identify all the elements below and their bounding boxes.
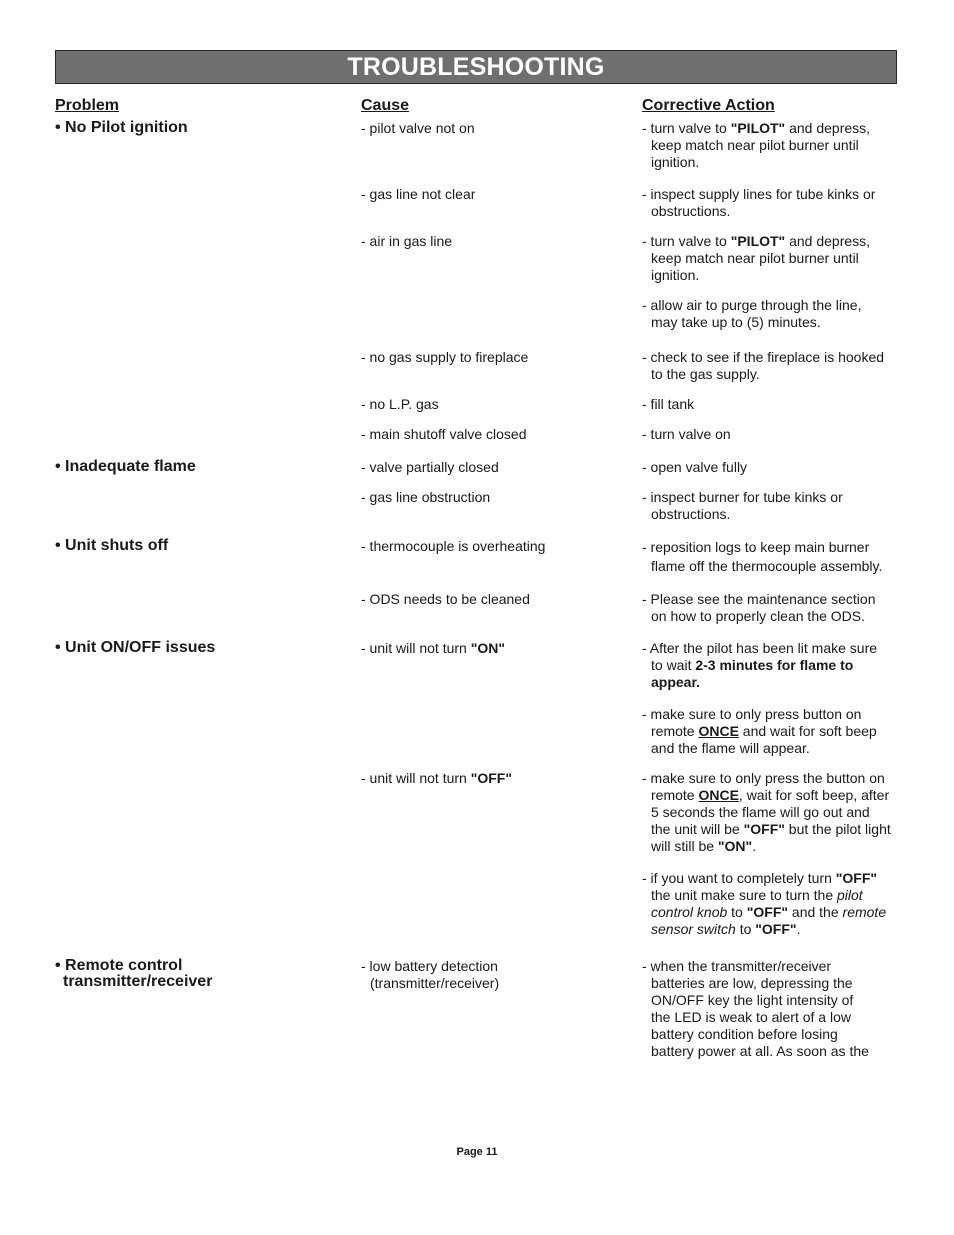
cause-thermocouple-overheating [361,538,545,555]
action-line: - fill tank [642,396,695,412]
problem-unit-shuts-off: • Unit shuts off [55,537,169,554]
action-line: - allow air to purge through the line, [642,297,862,313]
action-press-once-off [642,770,891,855]
cause-line: - gas line obstruction [361,489,491,505]
text: - if you want to completely turn [642,870,836,886]
action-line: - After the pilot has been lit make sure [642,640,878,656]
text-italic: control knob [651,904,728,920]
text: - unit will not turn [361,770,471,786]
text-bold: "PILOT" [730,233,786,249]
text-italic: pilot [837,887,863,903]
action-line: batteries are low, depressing the [651,975,853,991]
action-wait-after-pilot [642,640,877,691]
cause-ods-needs-cleaning [361,591,530,608]
action-line: - reposition logs to keep main burner [642,539,870,555]
page-title: TROUBLESHOOTING [347,52,605,81]
cause-no-lp-gas [361,396,439,413]
action-line [642,821,891,838]
action-line [642,657,877,674]
action-inspect-burner [642,489,843,523]
text: and wait for soft beep [738,723,877,739]
action-line: - turn valve on [642,426,731,442]
action-line: the LED is weak to alert of a low [651,1009,851,1025]
text: and the [788,904,843,920]
action-line: 5 seconds the flame will go out and [651,804,870,820]
action-line: - make sure to only press button on [642,706,862,722]
cause-gas-line-obstruction [361,489,490,506]
cause-line: - main shutoff valve closed [361,426,527,442]
cause-line [361,640,505,657]
cause-low-battery [361,958,499,992]
text-bold: "ON" [717,838,753,854]
problem-remote-control-line2: transmitter/receiver [63,973,213,990]
problem-no-pilot-ignition: • No Pilot ignition [55,119,188,136]
text: to wait [651,657,696,673]
text: remote [651,723,699,739]
action-line: - when the transmitter/receiver [642,958,832,974]
cause-line: - thermocouple is overheating [361,538,546,554]
title-banner [55,50,897,84]
action-line: - Please see the maintenance section [642,591,876,607]
text: and depress, [785,120,871,136]
text-bold: "OFF" [835,870,878,886]
cause-line: - low battery detection [361,958,498,974]
action-open-valve-fully [642,459,747,476]
action-line: battery condition before losing [651,1026,838,1042]
cause-line: (transmitter/receiver) [370,975,500,991]
action-turn-valve-pilot-2 [642,233,870,284]
text: - turn valve to [642,233,731,249]
text: but the pilot light [784,821,891,837]
action-line [642,904,886,921]
action-line: on how to properly clean the ODS. [651,608,866,624]
cause-gas-line-not-clear [361,186,475,203]
action-line: may take up to (5) minutes. [651,314,821,330]
cause-line: - pilot valve not on [361,120,475,136]
text: and depress, [785,233,871,249]
action-line: flame off the thermocouple assembly. [651,558,883,574]
action-check-gas-supply [642,349,884,383]
text-bold: 2-3 minutes for flame to [695,657,854,673]
action-line: obstructions. [651,506,731,522]
action-inspect-supply-lines [642,186,875,220]
text: the unit make sure to turn the [651,887,837,903]
action-line [642,838,891,855]
text-bold: "ON" [470,640,505,656]
action-line: - open valve fully [642,459,748,475]
text-bold: "OFF" [746,904,789,920]
text-bold: "OFF" [755,921,797,937]
cause-main-shutoff-closed [361,426,527,443]
action-purge-air [642,297,861,331]
text-bold-underline: ONCE [698,723,739,739]
header-problem: Problem [55,97,120,114]
cause-valve-partially-closed [361,459,499,476]
text: will still be [651,838,718,854]
cause-pilot-valve-not-on [361,120,475,137]
action-line [642,723,877,740]
action-completely-turn-off [642,870,886,938]
page-number: Page 11 [456,1146,498,1158]
action-line: - make sure to only press the button on [642,770,885,786]
text: - unit will not turn [361,640,471,656]
text: to [735,921,756,937]
action-line: appear. [651,674,701,690]
action-line [642,120,870,137]
action-line [642,870,886,887]
action-press-once-on [642,706,877,757]
action-line: - inspect supply lines for tube kinks or [642,186,876,202]
text: , wait for soft beep, after [738,787,890,803]
cause-line: - no L.P. gas [361,396,439,412]
header-corrective-action: Corrective Action [642,97,775,114]
action-line: keep match near pilot burner until [651,250,859,266]
text: . [752,838,757,854]
action-line: and the flame will appear. [651,740,810,756]
action-line: ignition. [651,267,700,283]
cause-air-in-gas-line [361,233,452,250]
action-line: ignition. [651,154,700,170]
cause-line: - valve partially closed [361,459,499,475]
action-line [642,921,886,938]
text: to [727,904,747,920]
action-line [642,887,886,904]
cause-line: - air in gas line [361,233,453,249]
action-line: obstructions. [651,203,731,219]
action-low-battery-alert [642,958,869,1060]
action-line: - inspect burner for tube kinks or [642,489,843,505]
cause-will-not-turn-on [361,640,505,657]
action-line [642,787,891,804]
text: remote [651,787,699,803]
problem-unit-on-off-issues: • Unit ON/OFF issues [55,639,216,656]
action-line: to the gas supply. [651,366,760,382]
action-fill-tank [642,396,694,413]
action-line: - check to see if the fireplace is hooked [642,349,885,365]
text: . [796,921,801,937]
text-bold-underline: ONCE [698,787,739,803]
text: - turn valve to [642,120,731,136]
action-clean-ods [642,591,875,625]
action-turn-valve-on [642,426,731,443]
cause-line: - no gas supply to fireplace [361,349,529,365]
text-bold: "OFF" [743,821,785,837]
text-bold: "OFF" [470,770,512,786]
action-line: ON/OFF key the light intensity of [651,992,854,1008]
action-line [642,233,870,250]
problem-inadequate-flame: • Inadequate flame [55,458,196,475]
action-reposition-logs [642,538,882,576]
cause-line: - gas line not clear [361,186,476,202]
text: the unit will be [651,821,744,837]
action-turn-valve-pilot-1 [642,120,870,171]
cause-will-not-turn-off [361,770,512,787]
cause-line: - ODS needs to be cleaned [361,591,530,607]
action-line: keep match near pilot burner until [651,137,859,153]
header-cause: Cause [361,97,410,114]
cause-no-gas-supply [361,349,528,366]
text-italic: sensor switch [651,921,736,937]
text-italic: remote [842,904,887,920]
text-bold: "PILOT" [730,120,786,136]
problem-remote-control: • Remote control [55,957,183,974]
action-line: battery power at all. As soon as the [651,1043,869,1059]
cause-line [361,770,512,787]
